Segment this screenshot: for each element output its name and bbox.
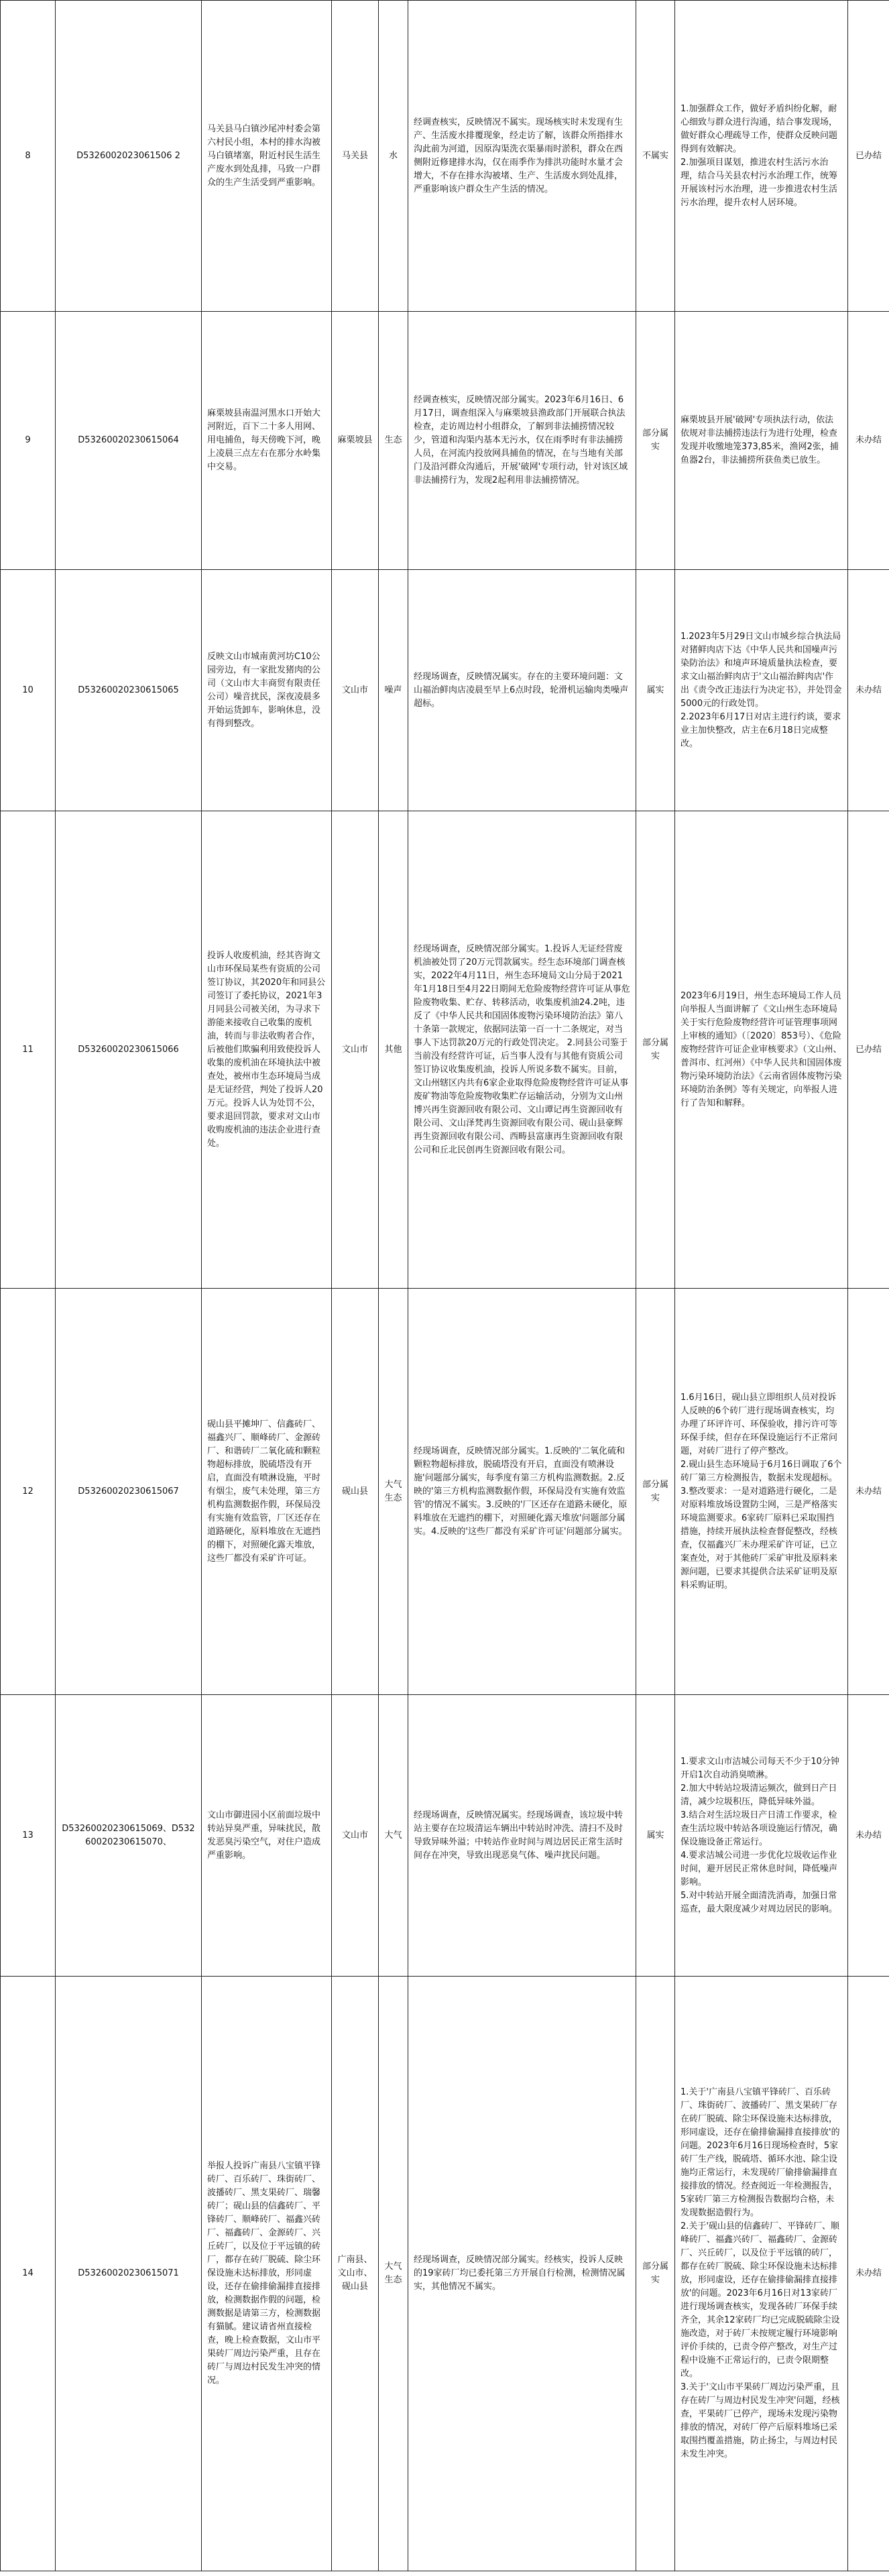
investigation-result: 经现场调查，反映情况部分属实。经核实，投诉人反映的19家砖厂均已委托第三方开展自行检测，检测情况属实，其他情况不属实。 (408, 1977, 636, 2571)
county: 马关县 (332, 1, 379, 312)
completion-status: 已办结 (848, 1, 889, 312)
complaint-description: 投诉人收废机油，经其咨询文山市环保局某些有资质的公司签订协议，其2020年和同县公司签订了委托协议，2021年3月同县公司被关闭，为寻求下游能来接收自己收集的废机油，转而与非法收购者合作，后被他们欺骗利用致使投诉人收集的废机油在环境执法中被查处，被州市生态环境局当成是无证经营，判处了投诉人20万元。投诉人认为处罚不公，要求退回罚款，要求对文山市收购废机油的违法企业进行查处。 (202, 811, 332, 1289)
pollution-category: 水 (379, 1, 408, 312)
handling-measures (675, 312, 848, 570)
county: 文山市 (332, 1695, 379, 1977)
handling-measures (675, 570, 848, 811)
case-code: D53260020230615067 (56, 1289, 202, 1695)
handling-measures-text: 1.2023年5月29日文山市城乡综合执法局对猪鲜肉店下达《中华人民共和国噪声污染防治法》和境声环境质量执法检查，要求文山福治鲜肉店于'文山福治鲜肉店'作出《责令改正违法行为决定书》，并处罚金5000元的行政处罚。 2.2023年6月17日对店主进行约谈，要求业主加快整改，店主在6月18日完成整改。 (680, 631, 842, 749)
handling-measures (675, 811, 848, 1289)
complaint-description: 举报人投诉广南县八宝镇平锋砖厂、百乐砖厂、珠街砖厂、波播砖厂、黑支果砖厂、瑞馨砖厂；砚山县的信鑫砖厂、平锋砖厂、顺峰砖厂、福鑫兴砖厂、福鑫砖厂、金源砖厂、兴丘砖厂，以及位于平远镇的砖厂，都存在砖厂脱硫、除尘环保设施未达标排放，形同虚设，还存在偷排偷漏排直接排放，检测数据作假的问题，检测数据是请第三方，检测数据有猫腻。建议请省州直接检查，晚上检查数据，文山市平果砖厂周边污染严重，且存在砖厂与周边村民发生冲突的情况。 (202, 1977, 332, 2571)
completion-status: 未办结 (848, 570, 889, 811)
verification-conclusion: 部分属实 (636, 312, 675, 570)
row-number: 13 (1, 1695, 56, 1977)
complaint-description: 砚山县平摊坤厂、信鑫砖厂、福鑫兴厂、顺峰砖厂、金源砖厂、和谐砖厂二氧化硫和颗粒物超标排放，脱硫塔没有开启，直面没有喷淋设施，平时有烟尘，废气未处理，第三方机构监测数据作假，环保局没有实施有效监管，厂区还存在道路硬化，原料堆放在无遮挡的棚下，对照硬化露天堆放，这些厂都没有采矿许可证。 (202, 1289, 332, 1695)
complaint-description: 麻栗坡县南温河黑水口开始大河附近，百下二十多人用网、用电捕鱼，每天傍晚下河，晚上凌晨三点左右在那分水岭集中交易。 (202, 312, 332, 570)
handling-measures (675, 1289, 848, 1695)
case-code: D53260020230615071 (56, 1977, 202, 2571)
verification-conclusion: 不属实 (636, 1, 675, 312)
complaint-description: 文山市御进园小区前面垃圾中转站异臭严重，异味扰民，散发恶臭污染空气，对住户造成严重影响。 (202, 1695, 332, 1977)
investigation-result: 经调查核实，反映情况部分属实。2023年6月16日、6月17日，调查组深入与麻栗坡县渔政部门开展联合执法检查，走访周边村小组群众，了解到非法捕捞情况较少，管道和沟渠内基本无污水，仅在雨季时有非法捕捞人员，在河流内投放网具捕鱼的情况，在与当地有关部门及沿河群众沟通后，开展'破网'专项行动，针对该区域非法捕捞行为，发现2起利用非法捕捞情况。 (408, 312, 636, 570)
pollution-category: 大气生态 (379, 1289, 408, 1695)
county: 砚山县 (332, 1289, 379, 1695)
handling-measures-text: 1.要求文山市洁城公司每天不少于10分钟开启1次自动消臭喷淋。 2.加大中转站垃圾清运频次，做到日产日清，减少垃圾积压，降低异味外溢。 3.结合对生活垃圾日产日清工作要求，检查生活垃圾中转站各项设施运行情况，确保设施设备正常运行。 4.要求洁城公司进一步优化垃圾收运作业时间，避开居民正常休息时间，降低噪声影响。 5.对中转站开展全面清洗消毒，加强日常巡查，最大限度减少对周边居民的影响。 (680, 1756, 839, 1914)
table-row (1, 1289, 889, 1695)
county: 文山市 (332, 811, 379, 1289)
row-number: 14 (1, 1977, 56, 2571)
pollution-category: 大气生态 (379, 1977, 408, 2571)
table-body (1, 1, 889, 2571)
handling-measures-text: 1.关于'广南县八宝镇平锋砖厂、百乐砖厂、珠街砖厂、波播砖厂、黑支果砖厂存在砖厂脱硫、除尘环保设施未达标排放，形同虚设，还存在偷排偷漏排直接排放'的问题。2023年6月16日现场检查时，5家砖厂生产线，脱硫塔、循环水池、除尘设施均正常运行，未发现砖厂偷排偷漏排直接排放的情况。经查阅近一年检测报告，5家砖厂第三方检测报告数据均合格，未发现数据造假行为。 2.关于'砚山县的信鑫砖厂、平锋砖厂、顺峰砖厂、福鑫兴砖厂、福鑫砖厂、金源砖厂、兴丘砖厂，以及位于平远镇的砖厂，都存在砖厂脱硫、除尘环保设施未达标排放，形同虚设，还存在偷排偷漏排直接排放'的问题。2023年6月16日对13家砖厂进行现场调查核实，发现各砖厂环保手续齐全，其余12家砖厂均已完成脱硫除尘设施改造，对于砖厂未按规定履行环境影响评价手续的，已责令停产整改，对生产过程中设施不正常运行的，已责令限期整改。 3.关于'文山市平果砖厂周边污染严重，且存在砖厂与周边村民发生冲突'问题，经核查，平果砖厂已停产，现场未发现污染物排放的情况，对砖厂停产后原料堆场已采取围挡覆盖措施，防止扬尘，与周边村民未发生冲突。 (680, 2087, 840, 2459)
pollution-category: 噪声 (379, 570, 408, 811)
complaint-description: 马关县马白镇沙尾冲村委会第六村民小组，本村的排水沟被马白镇堵塞，附近村民生活生产废水到处乱排，马致一户群众的生产生活受到严重影响。 (202, 1, 332, 312)
pollution-category: 其他 (379, 811, 408, 1289)
handling-measures-text: 麻栗坡县开展'破网'专项执法行动，依法依规对非法捕捞违法行为进行处理，检查发现并收缴地笼373,85米，渔网2张，捕鱼器2台，非法捕捞所获鱼类已放生。 (680, 415, 839, 465)
handling-measures (675, 1, 848, 312)
verification-conclusion: 属实 (636, 570, 675, 811)
case-code: D53260020230615065 (56, 570, 202, 811)
case-code: D53260020230615069、D53260020230615070、 (56, 1695, 202, 1977)
row-number: 9 (1, 312, 56, 570)
county: 麻栗坡县 (332, 312, 379, 570)
verification-conclusion: 部分属实 (636, 1289, 675, 1695)
table-row (1, 1977, 889, 2571)
investigation-result: 经现场调查，反映情况部分属实。1.投诉人无证经营废机油被处罚了20万元罚款属实。经生态环境部门调查核实，2022年4月11日，州生态环境局文山分局于2021年1月18日至4月22日期间无危险废物经营许可证从事危险废物收集、贮存、转移活动，收集废机油24.2吨，违反了《中华人民共和国固体废物污染环境防治法》第八十条第一款规定，依据同法第一百一十二条规定，对当事人下达罚款20万元的行政处罚决定。 2.同县公司鉴于当前没有经营许可证，后当事人没有与其他有资质公司签订协议收集废机油，投诉人所说多数不属实。目前，文山州辖区内共有6家企业取得危险废物经营许可证从事废矿物油等危险废物收集贮存运输活动，分别为文山州博兴再生资源回收有限公司、文山谭记再生资源回收有限公司、文山泽梵再生资源回收有限公司、砚山县豪辉再生资源回收有限公司、西畴县富康再生资源回收有限公司和丘北民创再生资源回收有限公司。 (408, 811, 636, 1289)
complaint-description: 反映文山市城南黄河坊C10公园旁边，有一家批发猪肉的公司（文山市大丰商贸有限责任公司）噪音扰民，深夜凌晨多开始运货卸车，影响休息，没有得到整改。 (202, 570, 332, 811)
table-row (1, 312, 889, 570)
table-row (1, 1695, 889, 1977)
table-row (1, 570, 889, 811)
handling-measures-text: 1.加强群众工作，做好矛盾纠纷化解，耐心细致与群众进行沟通，结合事发现场，做好群众心理疏导工作，使群众反映问题得到有效解决。 2.加强项目谋划，推进农村生活污水治理，结合马关县农村污水治理工作，统筹开展该村污水治理，进一步推进农村生活污水治理，提升农村人居环境。 (680, 103, 838, 208)
row-number: 12 (1, 1289, 56, 1695)
investigation-result: 经调查核实，反映情况不属实。现场核实时未发现有生产、生活废水排覆现象，经走访了解，该群众所指排水沟此前为河道，因原沟渠洗衣渠暴雨时淤积，群众在西侧附近修建排水沟，仅在雨季作为排洪功能时水量才会增大，不存在排水沟被堵、生产、生活废水到处乱排，严重影响该户群众生产生活的情况。 (408, 1, 636, 312)
completion-status: 未办结 (848, 1289, 889, 1695)
table-row (1, 811, 889, 1289)
investigation-result: 经现场调查，反映情况属实。经现场调查，该垃圾中转站主要存在垃圾清运车辆出中转站时冲洗、清扫不及时导致异味外溢；中转站作业时间与周边居民正常生活时间存在冲突，导致出现恶臭气体、噪声扰民问题。 (408, 1695, 636, 1977)
completion-status: 已办结 (848, 811, 889, 1289)
case-code: D5326002023061506 2 (56, 1, 202, 312)
verification-conclusion: 部分属实 (636, 1977, 675, 2571)
pollution-category: 生态 (379, 312, 408, 570)
verification-conclusion: 属实 (636, 1695, 675, 1977)
county: 文山市 (332, 570, 379, 811)
county: 广南县、文山市、砚山县 (332, 1977, 379, 2571)
completion-status: 未办结 (848, 312, 889, 570)
row-number: 10 (1, 570, 56, 811)
handling-measures-text: 2023年6月19日，州生态环境局工作人员向举报人当面讲解了《文山州生态环境局关于实行危险废物经营许可证管理事项网上审核的通知》（〔2020〕853号）、《危险废物经营许可证企业审核要求》（文山州、普洱市、红河州）《中华人民共和国固体废物污染环境防治法》《云南省固体废物污染环境防治条例》等有关规定，向举报人进行了告知和解释。 (680, 990, 842, 1108)
completion-status: 未办结 (848, 1695, 889, 1977)
case-code: D53260020230615066 (56, 811, 202, 1289)
handling-measures (675, 1695, 848, 1977)
handling-measures-text: 1.6月16日，砚山县立即组织人员对投诉人反映的6个砖厂进行现场调查核实，均办理了环评许可、环保验收，排污许可等环保手续，但存在环保设施运行不正常问题，对砖厂进行了停产整改。 2.砚山县生态环境局于6月16日调取了6个砖厂第三方检测报告，数据未发现超标。 3.整改要求：一是对道路进行硬化，二是对原料堆放场设置防尘网，三是严格落实环境监测要求。6家砖厂原料已采取围挡措施，持续开展执法检查督促整改，经核查，仅福鑫兴厂未办理采矿许可证，已立案查处，对于其他砖厂采矿审批及原料来源问题，已要求其提供合法采矿证明及原料采购证明。 (680, 1392, 842, 1590)
pollution-category: 大气 (379, 1695, 408, 1977)
table-row (1, 1, 889, 312)
case-code: D53260020230615064 (56, 312, 202, 570)
completion-status: 未办结 (848, 1977, 889, 2571)
investigation-result: 经现场调查，反映情况部分属实。1.反映的'二氧化硫和颗粒物超标排放，脱硫塔没有开启，直面没有喷淋设施'问题部分属实，每季度有第三方机构监测数据。2.反映的'第三方机构监测数据作假，环保局没有实施有效监管'的情况不属实。3.反映的'厂区还存在道路未硬化，原料堆放在无遮挡的棚下，对照硬化露天堆放'问题部分属实。4.反映的'这些厂都没有采矿许可证'问题部分属实。 (408, 1289, 636, 1695)
row-number: 11 (1, 811, 56, 1289)
handling-measures (675, 1977, 848, 2571)
row-number: 8 (1, 1, 56, 312)
verification-conclusion: 部分属实 (636, 811, 675, 1289)
investigation-result: 经现场调查，反映情况属实。存在的主要环境问题：文山福治鲜肉店凌晨至早上6点时段，轮滑机运输肉类噪声超标。 (408, 570, 636, 811)
